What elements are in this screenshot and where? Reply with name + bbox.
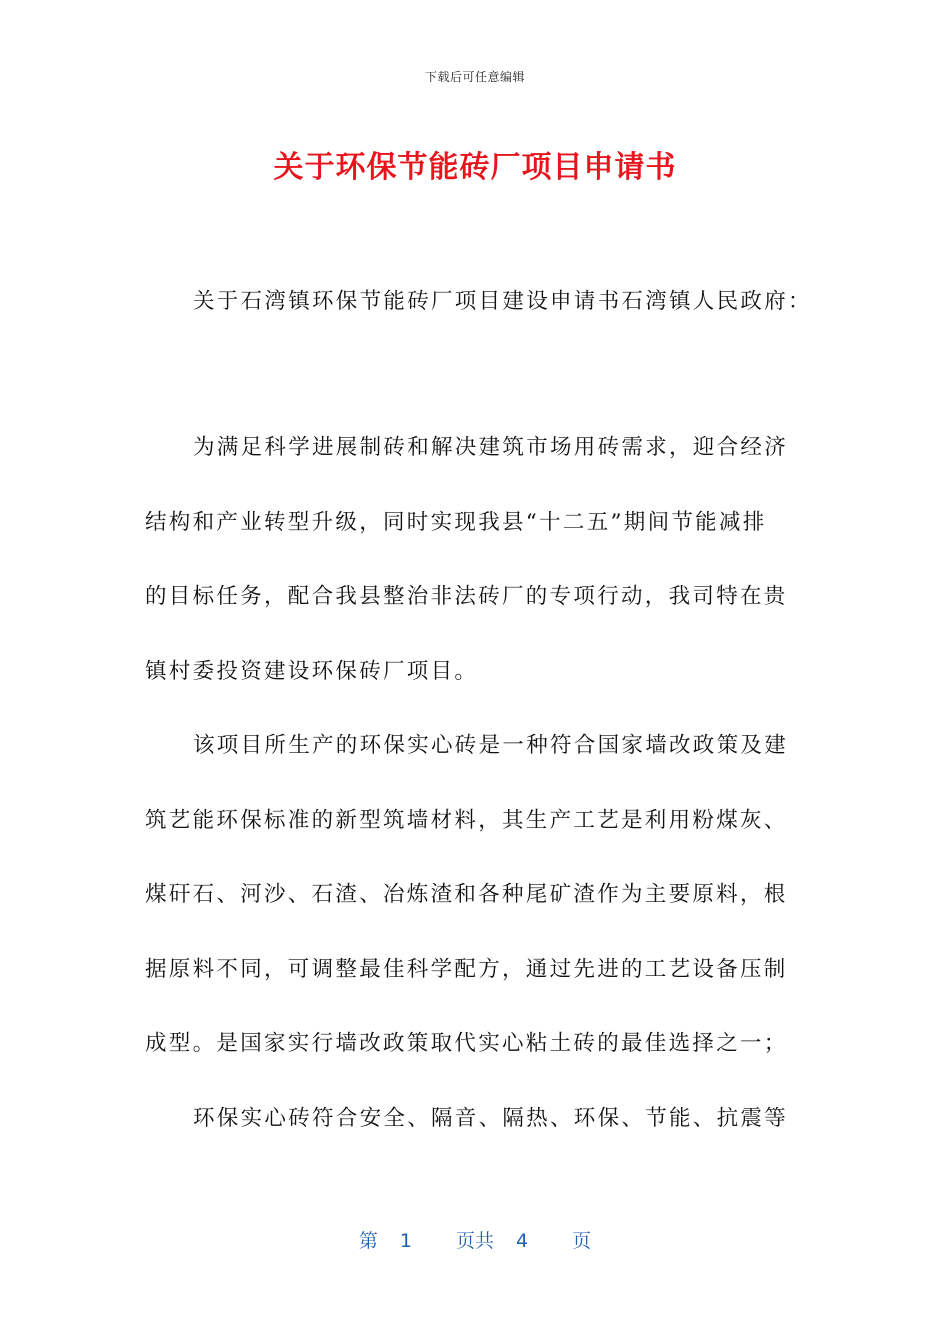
paragraph-2-line-4: 据原料不同，可调整最佳科学配方，通过先进的工艺设备压制 xyxy=(145,957,788,982)
page-number: 1 xyxy=(399,1230,412,1252)
header-note: 下载后可任意编辑 xyxy=(424,70,525,84)
page-mid: 页共 xyxy=(455,1230,494,1252)
page-total: 4 xyxy=(516,1230,529,1252)
paragraph-2-line-1: 该项目所生产的环保实心砖是一种符合国家墙改政策及建 xyxy=(193,733,789,758)
paragraph-2-line-3: 煤矸石、河沙、石渣、冶炼渣和各种尾矿渣作为主要原料，根 xyxy=(145,882,788,907)
page-footer xyxy=(0,1226,950,1253)
paragraph-2-line-5: 成型。是国家实行墙改政策取代实心粘土砖的最佳选择之一； xyxy=(145,1031,788,1056)
page-prefix: 第 xyxy=(358,1230,378,1252)
paragraph-1-line-3: 的目标任务，配合我县整治非法砖厂的专项行动，我司特在贵 xyxy=(145,584,788,609)
paragraph-1-line-2: 结构和产业转型升级，同时实现我县“十二五”期间节能减排 xyxy=(145,510,767,535)
page-suffix: 页 xyxy=(572,1230,592,1252)
document-title: 关于环保节能砖厂项目申请书 xyxy=(273,150,677,185)
paragraph-1-line-1: 为满足科学进展制砖和解决建筑市场用砖需求，迎合经济 xyxy=(193,435,789,460)
salutation-line: 关于石湾镇环保节能砖厂项目建设申请书石湾镇人民政府： xyxy=(193,289,812,314)
paragraph-3-line-1: 环保实心砖符合安全、隔音、隔热、环保、节能、抗震等 xyxy=(193,1106,789,1131)
paragraph-2-line-2: 筑艺能环保标准的新型筑墙材料，其生产工艺是利用粉煤灰、 xyxy=(145,808,788,833)
paragraph-1-line-4: 镇村委投资建设环保砖厂项目。 xyxy=(145,659,479,684)
